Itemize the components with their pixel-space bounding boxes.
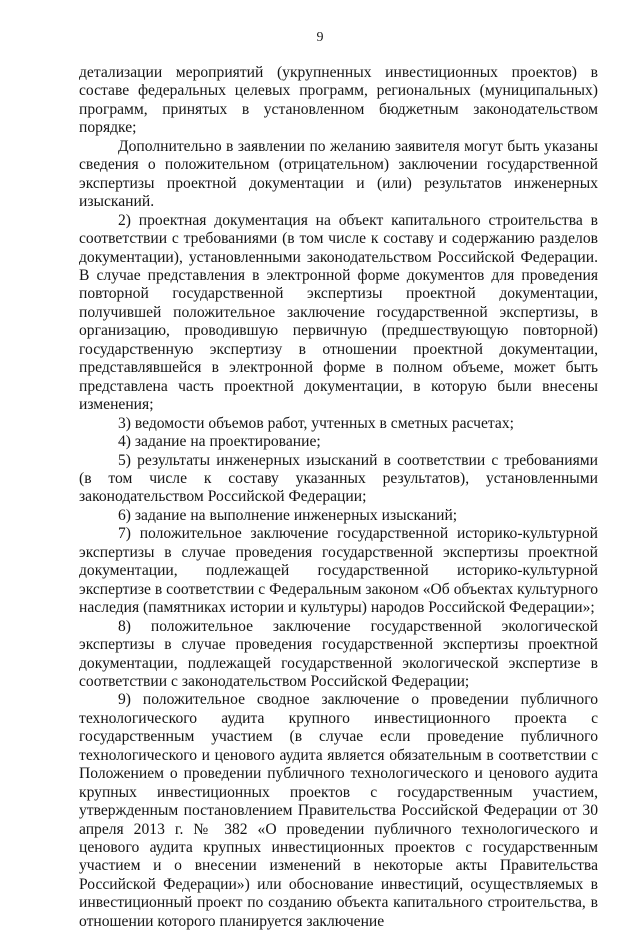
paragraph-item-2-project-documentation: 2) проектная документация на объект капитального строительства в соответствии с требованиями (в том числе к составу и содержанию разделов документации), установленными законодательством Российской Федерации. В случае представления в электронной форме документов для проведения повторной государственной экспертизы проектной документации, получившей положительное заключение государственной экспертизы, в организацию, проводившую первичную (предшествующую повторной) государственную экспертизу в отношении проектной документации, представлявшейся в электронной форме в полном объеме, может быть представлена часть проектной документации, в которую были внесены изменения; [79, 211, 598, 414]
paragraph-item-7-cultural-expertise: 7) положительное заключение государственной историко-культурной экспертизы в случае проведения государственной экспертизы проектной документации, подлежащей государственной историко-культурной экспертизе в соответствии с Федеральным законом «Об объектах культурного наследия (памятниках истории и культуры) народов Российской Федерации»; [79, 525, 598, 617]
document-body [79, 64, 598, 931]
paragraph-continuation: детализации мероприятий (укрупненных инвестиционных проектов) в составе федеральных целевых программ, региональных (муниципальных) программ, принятых в установленном бюджетным законодательством порядке; [79, 64, 598, 137]
paragraph-item-3-work-volumes: 3) ведомости объемов работ, учтенных в сметных расчетах; [118, 414, 514, 432]
paragraph-item-8-ecological-expertise: 8) положительное заключение государственной экологической экспертизы в случае проведения государственной экспертизы проектной документации, подлежащей государственной экологической экспертизе в соответствии с законодательством Российской Федерации; [79, 617, 598, 690]
paragraph-item-4-design-assignment: 4) задание на проектирование; [118, 433, 321, 451]
paragraph-item-9-technology-audit: 9) положительное сводное заключение о проведении публичного технологического аудита крупного инвестиционного проекта с государственным участием (в случае если проведение публичного технологического и ценового аудита является обязательным в соответствии с Положением о проведении публичного технологического и ценового аудита крупных инвестиционных проектов с государственным участием, утвержденным постановлением Правительства Российской Федерации от 30 апреля 2013 г. № 382 «О проведении публичного технологического и ценового аудита крупных инвестиционных проектов с государственным участием и о внесении изменений в некоторые акты Правительства Российской Федерации») или обоснование инвестиций, осуществляемых в инвестиционный проект по созданию объекта капитального строительства, в отношении которого планируется заключение [79, 691, 598, 930]
page-number: 9 [316, 30, 324, 45]
paragraph-item-5-survey-results: 5) результаты инженерных изысканий в соответствии с требованиями (в том числе к составу указанных результатов), установленными законодательством Российской Федерации; [79, 451, 598, 506]
paragraph-additional-info: Дополнительно в заявлении по желанию заявителя могут быть указаны сведения о положительном (отрицательном) заключении государственной экспертизы проектной документации и (или) результатов инженерных изысканий. [79, 137, 598, 211]
paragraph-item-6-survey-assignment: 6) задание на выполнение инженерных изысканий; [118, 506, 458, 524]
